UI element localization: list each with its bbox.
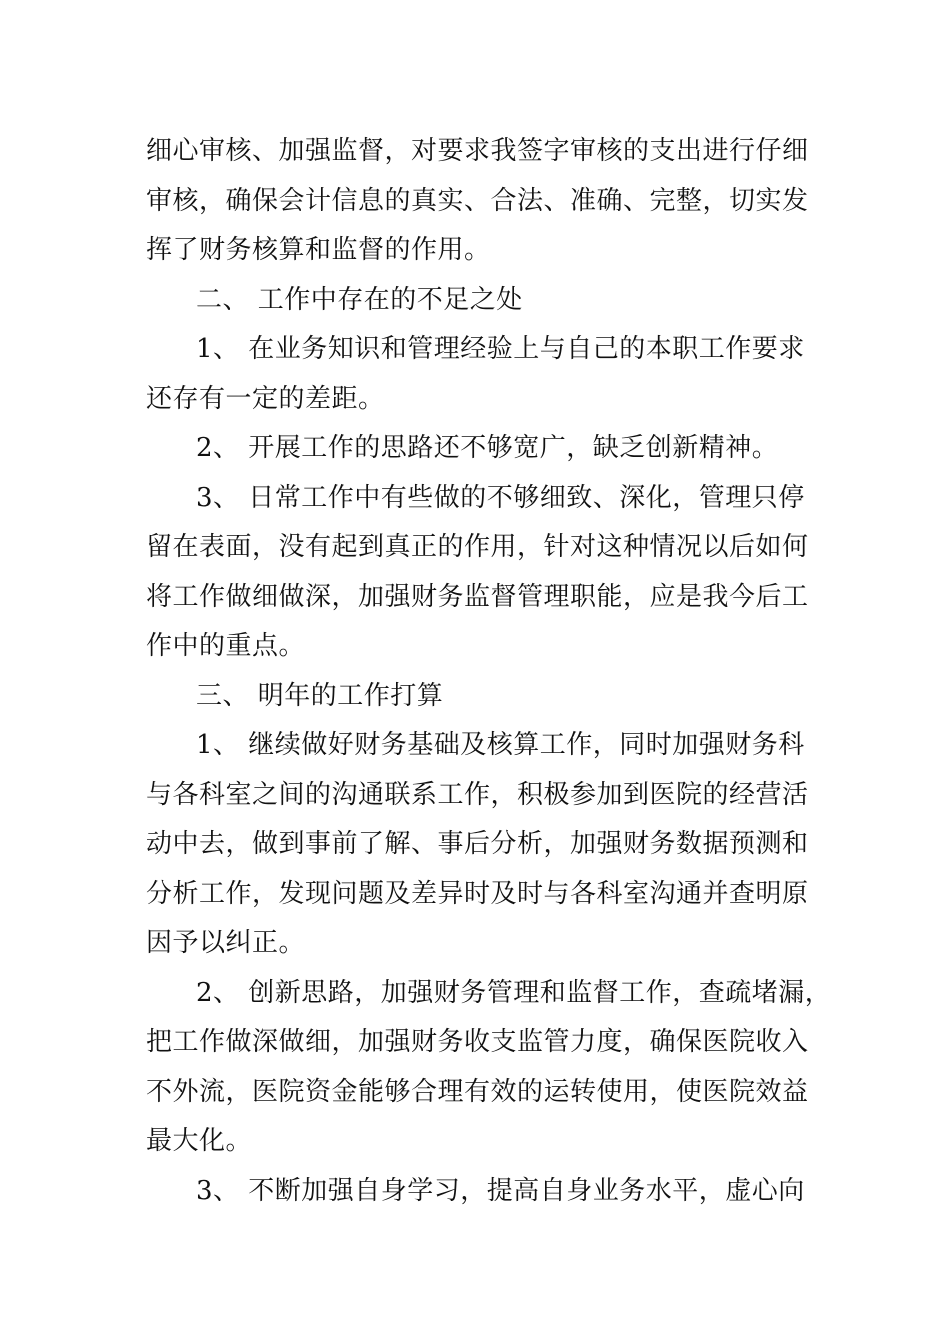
text-line: 分析工作，发现问题及差异时及时与各科室沟通并查明原: [146, 878, 809, 909]
text-line: 1、 在业务知识和管理经验上与自己的本职工作要求: [196, 334, 805, 364]
text-line: 与各科室之间的沟通联系工作，积极参加到医院的经营活: [146, 779, 809, 810]
text-line: 3、 日常工作中有些做的不够细致、深化，管理只停: [196, 482, 805, 513]
text-line: 细心审核、加强监督，对要求我签字审核的支出进行仔细: [146, 136, 809, 166]
document-body: [146, 127, 832, 1216]
text-line: 审核，确保会计信息的真实、合法、准确、完整，切实发: [146, 185, 809, 216]
text-line: 2、 开展工作的思路还不够宽广，缺乏创新精神。: [196, 433, 779, 463]
text-line: 不外流，医院资金能够合理有效的运转使用，使医院效益: [146, 1076, 809, 1107]
text-line: 2、 创新思路，加强财务管理和监督工作，查疏堵漏，: [196, 977, 832, 1008]
text-line: 还存有一定的差距。: [146, 383, 385, 414]
text-line: 将工作做细做深，加强财务监督管理职能，应是我今后工: [146, 581, 809, 612]
section-heading-3: 三、 明年的工作打算: [196, 680, 444, 711]
text-line: 把工作做深做细，加强财务收支监管力度，确保医院收入: [146, 1027, 809, 1057]
text-line: 作中的重点。: [146, 631, 306, 661]
text-line: 因予以纠正。: [146, 928, 306, 958]
text-line: 最大化。: [146, 1126, 253, 1156]
text-line: 留在表面，没有起到真正的作用，针对这种情况以后如何: [146, 532, 809, 562]
text-line: 3、 不断加强自身学习，提高自身业务水平，虚心向: [196, 1175, 805, 1206]
text-line: 挥了财务核算和监督的作用。: [146, 235, 491, 265]
text-line: 1、 继续做好财务基础及核算工作，同时加强财务科: [196, 730, 805, 760]
section-heading-2: 二、 工作中存在的不足之处: [196, 284, 523, 315]
text-line: 动中去，做到事前了解、事后分析，加强财务数据预测和: [146, 829, 809, 859]
